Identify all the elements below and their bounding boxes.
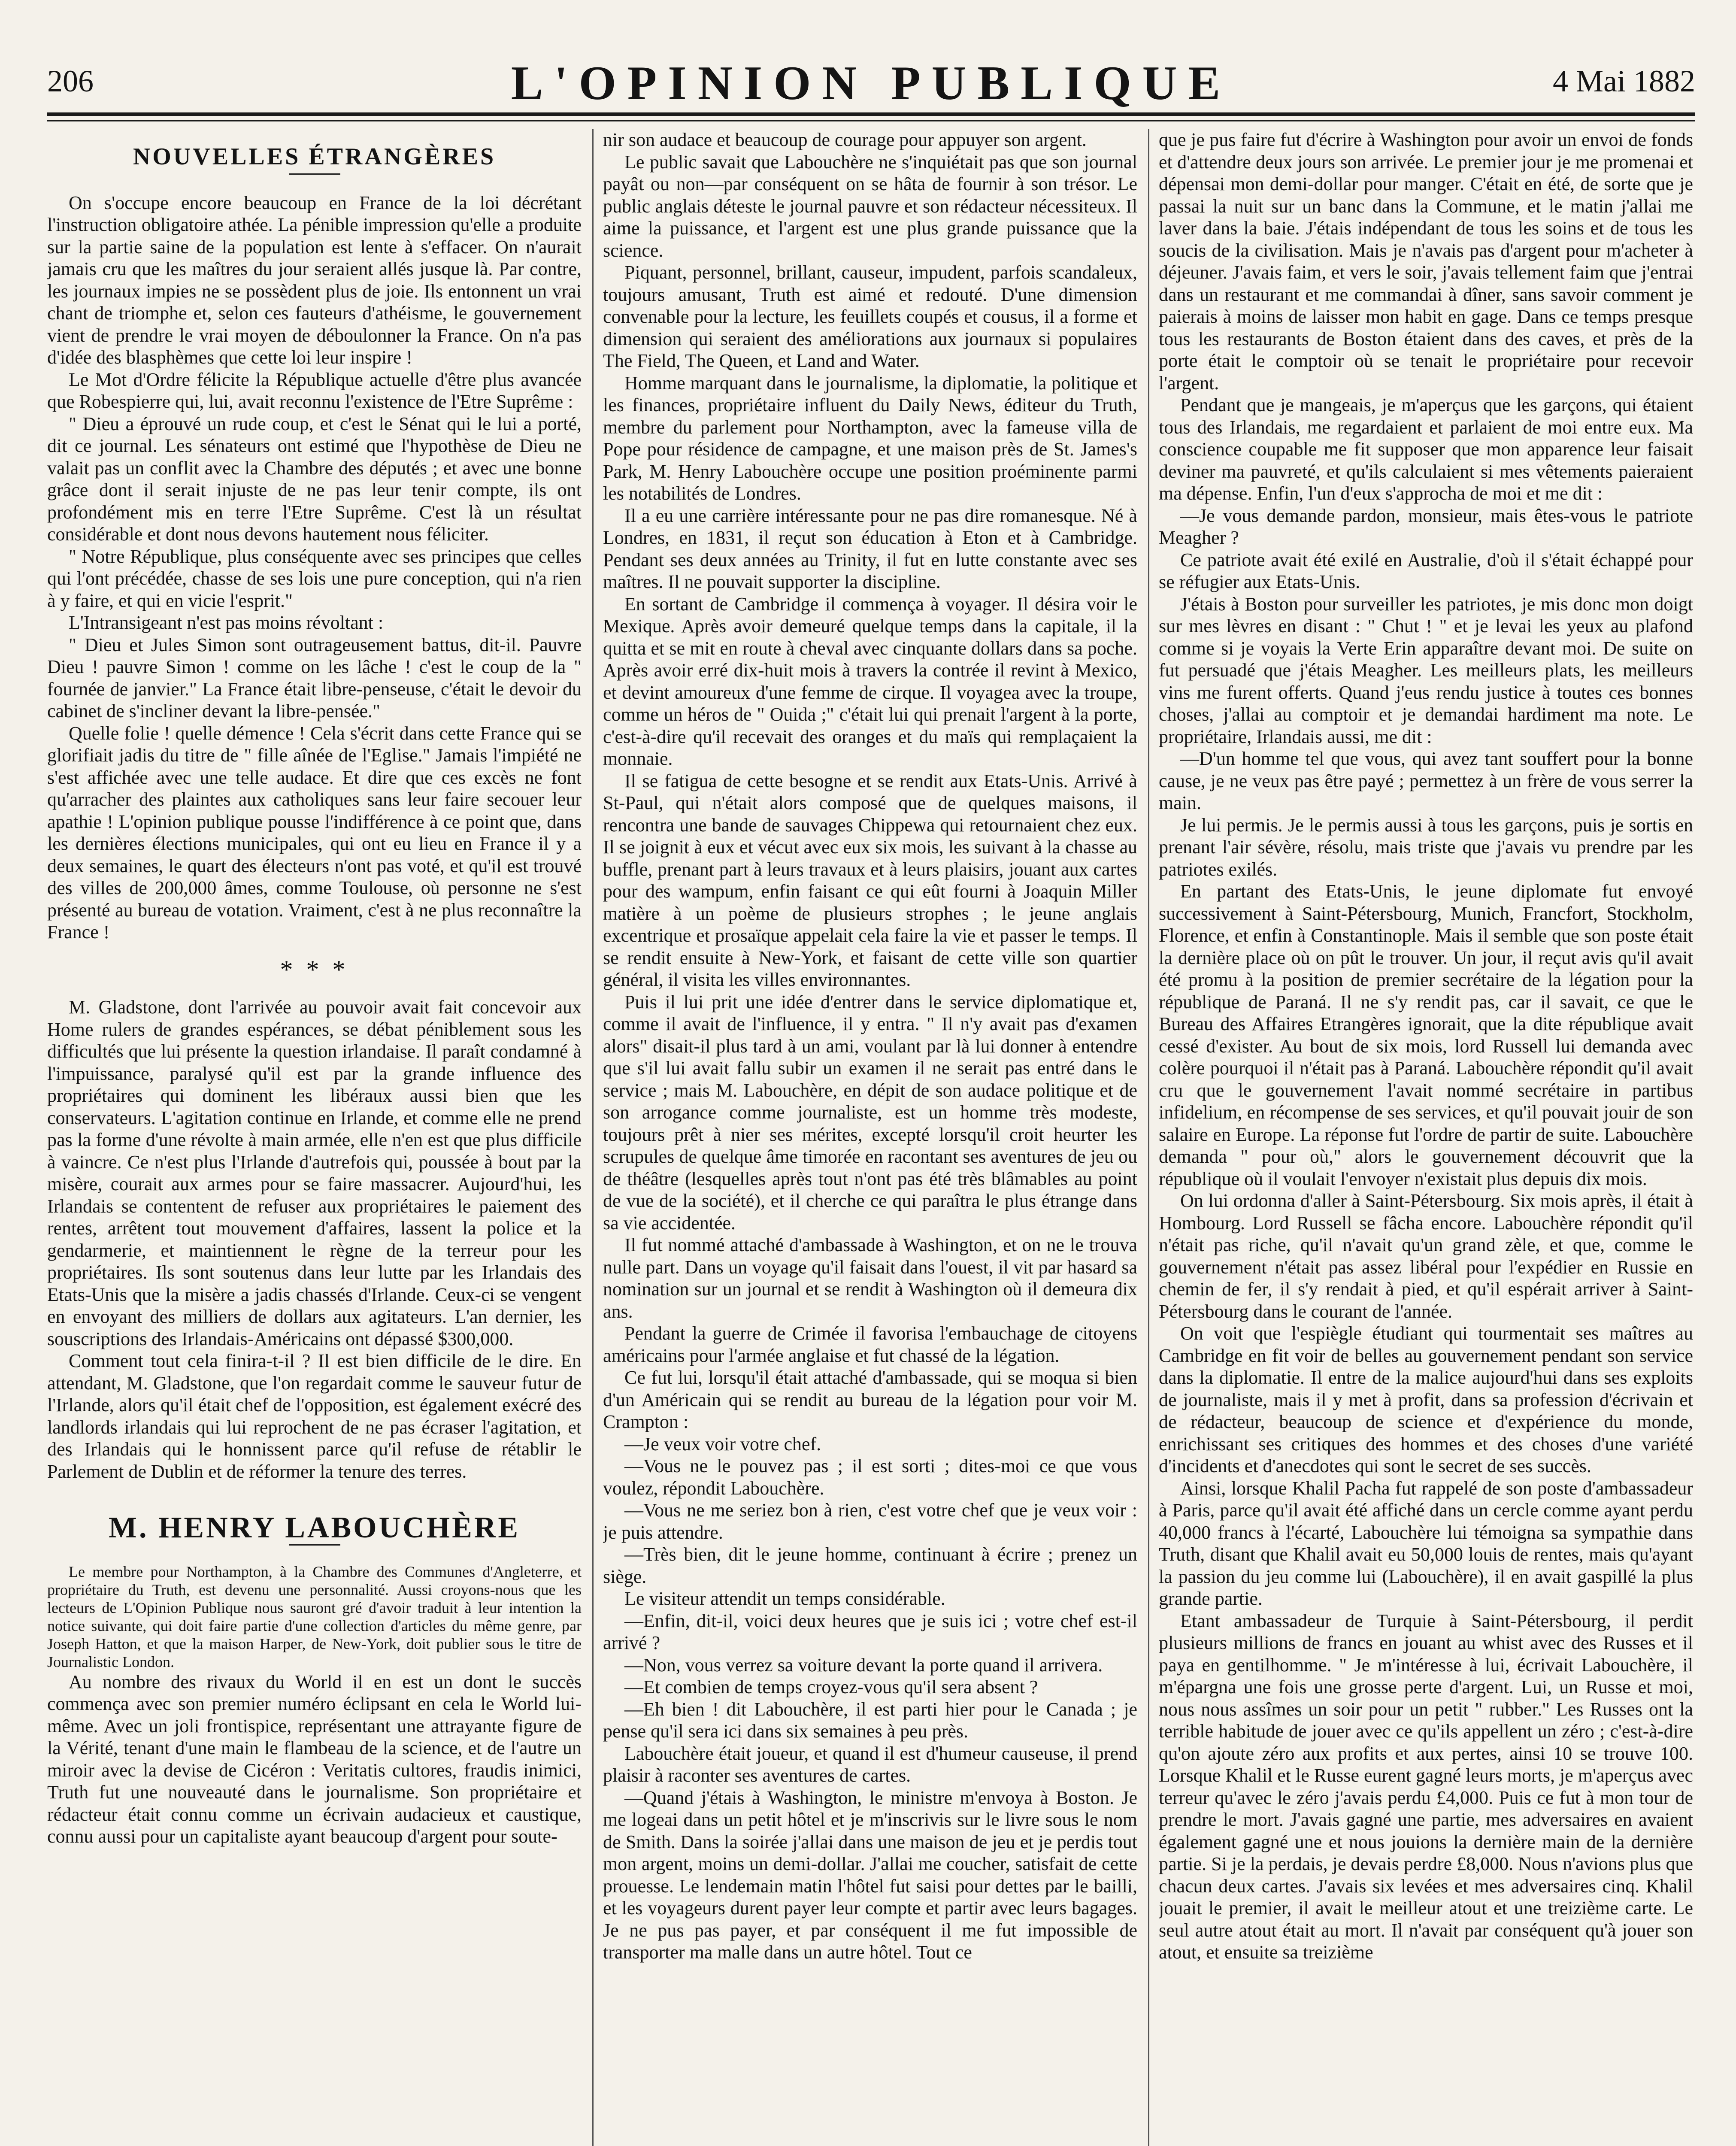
paragraph: Ce patriote avait été exilé en Australie, d'où il s'était échappé pour se réfugier aux Etats-Unis. [1159, 549, 1693, 592]
column-divider [592, 129, 594, 2146]
paragraph: Le visiteur attendit un temps considérable. [624, 1588, 945, 1609]
paragraph: Le Mot d'Ordre félicite la République actuelle d'être plus avancée que Robespierre qui, lui, avait reconnu l'existence de l'Etre Suprême : [47, 369, 582, 412]
quote-paragraph: " Dieu a éprouvé un rude coup, et c'est le Sénat qui le lui a porté, dit ce journal. Les sénateurs ont estimé que l'hypothèse de Dieu ne valait pas un conflit avec la Chambre des députés ; et avec une bonne grâce dont il serait injuste de ne pas leur tenir compte, ils ont profondément mis en terre l'Etre Suprême. C'est là un résultat considérable et dont nous devons hautement nous féliciter. [47, 413, 582, 545]
paragraph: On s'occupe encore beaucoup en France de la loi décrétant l'instruction obligatoire athée. La pénible impression qu'elle a produite sur la partie saine de la population est lente à s'effacer. On n'aurait jamais cru que les maîtres du jour seraient allés jusque là. Par contre, les journaux impies ne se possèdent plus de joie. Ils entonnent un vrai chant de triomphe et, selon ces fauteurs d'athéisme, le gouvernement vient de prendre le vrai moyen de déboulonner la France. On n'a pas d'idée des blasphèmes que cette loi leur inspire ! [47, 192, 582, 368]
dialogue-line: —Non, vous verrez sa voiture devant la porte quand il arrivera. [624, 1654, 1103, 1676]
paragraph: Etant ambassadeur de Turquie à Saint-Pétersbourg, il perdit plusieurs millions de francs en jouant au whist avec des Russes et il paya en gentilhomme. " Je m'intéresse à lui, écrivait Labouchère, il m'épargna une fois une grosse perte d'argent. Lui, un Russe et moi, nous nous assîmes un soir pour un petit " rubber." Les Russes ont la terrible habitude de jouer avec ce qu'ils appellent un zéro ; c'est-à-dire qu'on ajoute zéro aux profits et aux pertes, ainsi 10 se trouve 100. Lorsque Khalil et le Russe eurent gagné leurs morts, je m'aperçus avec terreur qu'avec le zéro j'avais perdu £4,000. Puis ce fut à mon tour de prendre le mort. J'avais gagné une partie, mes adversaires en avaient également gagné une et nous jouions la dernière main de la dernière partie. Si je la perdais, je devais perdre £8,000. Nous n'avions plus que chacun deux cartes. J'avais six levées et mes adversaires cinq. Khalil jouait le premier, il avait le meilleur atout et une treizième carte. Le seul autre atout était au mort. Il n'avait par conséquent qu'à jouer son atout, et ensuite sa treizième [1159, 1610, 1693, 1963]
paragraph: M. Gladstone, dont l'arrivée au pouvoir avait fait concevoir aux Home rulers de grandes espérances, se débat péniblement sous les difficultés que lui présente la question irlandaise. Il paraît condamné à l'impuissance, paralysé qu'il est par la grande influence des propriétaires qui dominent les libéraux aussi bien que les conservateurs. L'agitation continue en Irlande, et comme elle ne prend pas la forme d'une révolte à main armée, elle n'en est que plus difficile à vaincre. Ce n'est plus l'Irlande d'autrefois qui, poussée à bout par la misère, courait aux armes pour se faire massacrer. Aujourd'hui, les Irlandais se contentent de refuser aux propriétaires le paiement des rentes, arrêtent tout mouvement d'affaires, lassent la police et la gendarmerie, et maintiennent le règne de la terreur pour les propriétaires. Ils sont soutenus dans leur lutte par les Irlandais des Etats-Unis que la misère a jadis chassés d'Irlande. Ceux-ci se vengent en envoyant des milliers de dollars aux agitateurs. L'an dernier, les souscriptions des Irlandais-Américains ont dépassé $300,000. [47, 997, 582, 1349]
dialogue-line: —Vous ne me seriez bon à rien, c'est votre chef que je veux voir : je puis attendre. [603, 1500, 1137, 1543]
masthead [47, 56, 1695, 112]
title-rule [289, 173, 340, 175]
header-rule-thin [47, 120, 1695, 121]
dialogue-line: —Eh bien ! dit Labouchère, il est parti hier pour le Canada ; je pense qu'il sera ici dans six semaines à peu près. [603, 1698, 1137, 1742]
paragraph: Puis il lui prit une idée d'entrer dans le service diplomatique et, comme il avait de l'influence, il y entra. " Il n'y avait pas d'examen alors" disait-il plus tard à un ami, voulant par là lui donner à entendre que s'il lui avait fallu subir un examen il ne serait pas entré dans le service ; mais M. Labouchère, en dépit de son audace politique et de son arrogance comme journaliste, est un homme très modeste, toujours prêt à nier ses mérites, excepté lorsqu'il croit heurter les scrupules de quelque âme timorée en racontant ses aventures de jeu ou de théâtre (lesquelles après tout n'ont pas été très blâmables au point de vue de la société), et il cherche ce qui paraîtra le plus étrange dans sa vie accidentée. [603, 991, 1137, 1234]
dialogue-line: —Quand j'étais à Washington, le ministre m'envoya à Boston. Je me logeai dans un petit hôtel et je m'inscrivis sur le livre sous le nom de Smith. Dans la soirée j'allai dans une maison de jeu et je perdis tout mon argent, moins un demi-dollar. J'allai me coucher, satisfait de cette prouesse. Le lendemain matin l'hôtel fut saisi pour dettes par le bailli, et les voyageurs durent payer leur compte et partir avec leurs bagages. Je ne pus pas payer, et par conséquent il me fut impossible de transporter ma malle dans un autre hôtel. Tout ce [603, 1787, 1137, 1963]
paragraph: On voit que l'espiègle étudiant qui tourmentait ses maîtres au Cambridge en fit voir de belles au gouvernement pendant son service dans la diplomatie. Il entre de la malice aujourd'hui dans ses exploits de journaliste, mais il y met à profit, dans sa profession d'écrivain et de rédacteur, beaucoup de science et d'expérience du monde, enrichissant ses critiques des hommes et des choses d'une variété d'incidents et d'anecdotes qui sont le secret de ses succès. [1159, 1323, 1693, 1476]
quote-paragraph: " Dieu et Jules Simon sont outrageusement battus, dit-il. Pauvre Dieu ! pauvre Simon ! comme on les lâche ! c'est le coup de la " fournée de janvier." La France était libre-penseuse, c'était le devoir du cabinet de s'incliner devant la libre-pensée." [47, 634, 582, 721]
column-divider [1148, 129, 1149, 2146]
paragraph: nir son audace et beaucoup de courage pour appuyer son argent. [603, 129, 1087, 150]
paragraph: En sortant de Cambridge il commença à voyager. Il désira voir le Mexique. Après avoir demeuré quelque temps dans la capitale, il la quitta et se mit en route à cheval avec cinquante dollars dans sa poche. Après avoir erré dix-huit mois à travers la contrée il revint à Mexico, et devint amoureux d'une femme de cirque. Il voyagea avec la troupe, comme un héros de " Ouida ;" c'était lui qui prenait l'argent à la porte, c'est-à-dire qu'il recevait des oranges et du maïs qui remplaçaient la monnaie. [603, 593, 1137, 769]
paragraph: Le public savait que Labouchère ne s'inquiétait pas que son journal payât ou non—par conséquent on se hâta de fournir à son trésor. Le public anglais déteste le journal pauvre et son rédacteur nécessiteux. Il aime la puissance, et l'argent est une plus grande puissance que la science. [603, 151, 1137, 261]
asterism: * * * [280, 955, 349, 984]
intro-note: Le membre pour Northampton, à la Chambre des Communes d'Angleterre, et propriétaire du Truth, est devenu une personnalité. Aussi croyons-nous que les lecteurs de L'Opinion Publique nous sauront gré d'avoir traduit à leur intention la notice suivante, qui doit faire partie d'une collection d'articles du même genre, par Joseph Hatton, et que la maison Harper, de New-York, doit publier sous le titre de Journalistic London. [47, 1563, 582, 1670]
page-number: 206 [47, 64, 94, 98]
dialogue-line: —Très bien, dit le jeune homme, continuant à écrire ; prenez un siège. [603, 1544, 1137, 1587]
paragraph: Labouchère était joueur, et quand il est d'humeur causeuse, il prend plaisir à raconter ses aventures de cartes. [603, 1743, 1137, 1786]
paragraph: Il a eu une carrière intéressante pour ne pas dire romanesque. Né à Londres, en 1831, il reçut son éducation à Eton et à Cambridge. Pendant ses deux années au Trinity, il fut en lutte constante avec ses maîtres. Il ne pouvait supporter la discipline. [603, 505, 1137, 592]
section-title-nouvelles: NOUVELLES ÉTRANGÈRES [133, 143, 496, 170]
journal-title: L'OPINION PUBLIQUE [511, 57, 1232, 110]
paragraph: En partant des Etats-Unis, le jeune diplomate fut envoyé successivement à Saint-Pétersbourg, Munich, Francfort, Stockholm, Florence, et enfin à Constantinople. Mais il semble que son poste était la dernière place où on pût le trouver. Un jour, il reçut avis qu'il avait été promu à la position de premier secrétaire de la légation pour la république de Paraná. Il ne s'y rendit pas, car il savait, ce que le Bureau des Affaires Etrangères ignorait, que la dite république avait cessé d'exister. Au bout de six mois, lord Russell lui demanda avec colère pourquoi il n'était pas à Paraná. Labouchère répondit qu'il avait cru que le gouvernement l'avait nommé secrétaire in partibus infidelium, en récompense de ses services, et qu'il pouvait jouir de son salaire en Europe. La réponse fut l'ordre de partir de suite. Labouchère demanda " pour où," alors le gouvernement découvrit que la république où il voulait l'envoyer n'existait plus depuis dix mois. [1159, 881, 1693, 1189]
paragraph: On lui ordonna d'aller à Saint-Pétersbourg. Six mois après, il était à Hombourg. Lord Russell se fâcha encore. Labouchère répondit qu'il n'était pas riche, qu'il n'avait qu'un grand zèle, et que, comme le gouvernement n'était pas assez libéral pour l'expédier en Russie en chemin de fer, il s'y rendait à pied, et qu'il espérait arriver à Saint-Pétersbourg dans le courant de l'année. [1159, 1190, 1693, 1322]
column-3 [1159, 129, 1693, 2146]
header-rule-thick [47, 112, 1695, 116]
paragraph: Je lui permis. Je le permis aussi à tous les garçons, puis je sortis en prenant l'air sévère, résolu, mais triste que j'avais vu prendre par les patriotes exilés. [1159, 814, 1693, 880]
dialogue-line: —Je veux voir votre chef. [624, 1433, 821, 1455]
dialogue-line: —D'un homme tel que vous, qui avez tant souffert pour la bonne cause, je ne veux pas être payé ; permettez à un frère de vous serrer la main. [1159, 748, 1693, 813]
column-1 [47, 129, 582, 2146]
section-title-labouchere: M. HENRY LABOUCHÈRE [108, 1511, 521, 1544]
dialogue-line: —Et combien de temps croyez-vous qu'il sera absent ? [624, 1676, 1038, 1697]
paragraph: Piquant, personnel, brillant, causeur, impudent, parfois scandaleux, toujours amusant, Truth est aimé et redouté. D'une dimension convenable pour la lecture, les feuillets coupés et cousus, il a forme et dimension qui seraient des améliorations aux journaux si populaires The Field, The Queen, et Land and Water. [603, 262, 1137, 371]
issue-date: 4 Mai 1882 [1553, 64, 1695, 98]
paragraph: Il se fatigua de cette besogne et se rendit aux Etats-Unis. Arrivé à St-Paul, qui n'était alors composé que de quelques maisons, il rencontra une bande de sauvages Chippewa qui retournaient chez eux. Il se joignit à eux et vécut avec eux six mois, les suivant à la chasse au buffle, prenant part à leurs travaux et à leurs plaisirs, jouant aux cartes pour des wampum, enfin faisant ce qui eût fourni à Joaquin Miller matière à un poème de plusieurs strophes ; le jeune anglais excentrique et prosaïque appelait cela faire la vie et passer le temps. Il se rendit ensuite à New-York, et faisant de cette ville son quartier général, il visita les villes environnantes. [603, 770, 1137, 990]
paragraph: J'étais à Boston pour surveiller les patriotes, je mis donc mon doigt sur mes lèvres en disant : " Chut ! " et je levai les yeux au plafond comme si je voyais la Verte Erin apparaître devant moi. De suite on fut persuadé que j'étais Meagher. Les meilleurs plats, les meilleurs vins me furent offerts. Quand j'eus rendu justice à toutes ces bonnes choses, j'allai au comptoir et je demandai hardiment ma note. Le propriétaire, Irlandais aussi, me dit : [1159, 593, 1693, 747]
paragraph: Quelle folie ! quelle démence ! Cela s'écrit dans cette France qui se glorifiait jadis du titre de " fille aînée de l'Eglise." Jamais l'impiété ne s'est affichée avec une telle audace. Et dire que ces excès ne font qu'arracher des plaintes aux catholiques sans leur faire secouer leur apathie ! L'opinion publique pousse l'indifférence à ce point que, dans les dernières élections municipales, qui ont eu lieu en France il y a deux semaines, le quart des électeurs n'ont pas voté, et qu'il est trouvé des villes de 200,000 âmes, comme Toulouse, où personne ne s'est présenté au bureau de votation. Vraiment, c'est à ne plus reconnaître la France ! [47, 722, 582, 943]
paragraph: Pendant que je mangeais, je m'aperçus que les garçons, qui étaient tous des Irlandais, me regardaient et parlaient de moi entre eux. Ma conscience coupable me fit supposer que mon apparence leur faisait deviner ma pauvreté, et qu'ils calculaient si mes vêtements paieraient ma dépense. Enfin, l'un d'eux s'approcha de moi et me dit : [1159, 394, 1693, 504]
column-2 [603, 129, 1137, 2146]
paragraph: Ainsi, lorsque Khalil Pacha fut rappelé de son poste d'ambassadeur à Paris, parce qu'il avait été affiché dans un cercle comme ayant perdu 40,000 francs à l'écarté, Labouchère lui témoigna sa sympathie dans Truth, disant que Khalil avait eu 50,000 louis de rentes, mais qu'ayant la passion du jeu comme lui (Labouchère), il en avait gaspillé la plus grande partie. [1159, 1477, 1693, 1609]
paragraph: Au nombre des rivaux du World il en est un dont le succès commença avec son premier numéro éclipsant en cela le World lui-même. Avec un joli frontispice, représentant une attrayante figure de la Vérité, tenant d'une main le flambeau de la science, et de l'autre un miroir avec la devise de Cicéron : Veritatis cultores, fraudis inimici, Truth fut une nouveauté dans le journalisme. Son propriétaire et rédacteur était connu comme un écrivain audacieux et caustique, connu aussi pour un capitaliste ayant beaucoup d'argent pour soute- [47, 1671, 582, 1847]
paragraph: Comment tout cela finira-t-il ? Il est bien difficile de le dire. En attendant, M. Gladstone, que l'on regardait comme le sauveur futur de l'Irlande, alors qu'il était chef de l'opposition, est également exécré des landlords irlandais qui lui reprochent de ne pas écraser l'agitation, et des Irlandais qui le honnissent parce qu'il refuse de rétablir le Parlement de Dublin et de réformer la tenure des terres. [47, 1350, 582, 1482]
paragraph: Ce fut lui, lorsqu'il était attaché d'ambassade, qui se moqua si bien d'un Américain qui se rendit au bureau de la légation pour voir M. Crampton : [603, 1367, 1137, 1432]
quote-paragraph: " Notre République, plus conséquente avec ses principes que celles qui l'ont précédée, chasse de ses lois une pure conception, qui n'a rien à y faire, et qui en vicie l'esprit." [47, 546, 582, 611]
dialogue-line: —Vous ne le pouvez pas ; il est sorti ; dites-moi ce que vous voulez, répondit Labouchère. [603, 1455, 1137, 1499]
paragraph: L'Intransigeant n'est pas moins révoltant : [69, 612, 384, 633]
paragraph: Pendant la guerre de Crimée il favorisa l'embauchage de citoyens américains pour l'armée anglaise et fut chassé de la légation. [603, 1323, 1137, 1366]
paragraph: Homme marquant dans le journalisme, la diplomatie, la politique et les finances, propriétaire influent du Daily News, éditeur du Truth, membre du parlement pour Northampton, avec la fameuse villa de Pope pour résidence de campagne, et une maison près de St. James's Park, M. Henry Labouchère occupe une position proéminente parmi les notabilités de Londres. [603, 372, 1137, 504]
dialogue-line: —Enfin, dit-il, voici deux heures que je suis ici ; votre chef est-il arrivé ? [603, 1610, 1137, 1653]
dialogue-line: —Je vous demande pardon, monsieur, mais êtes-vous le patriote Meagher ? [1159, 505, 1693, 548]
paragraph: Il fut nommé attaché d'ambassade à Washington, et on ne le trouva nulle part. Dans un voyage qu'il faisait dans l'ouest, il vit par hasard sa nomination sur un journal et se rendit à Washington où il demeura dix ans. [603, 1234, 1137, 1322]
paragraph: que je pus faire fut d'écrire à Washington pour avoir un envoi de fonds et d'attendre deux jours son arrivée. Le premier jour je me promenai et dépensai mon demi-dollar pour manger. C'était en été, de sorte que je passai la nuit sur un banc dans la Commune, et le matin j'allai me laver dans la baie. J'étais indépendant de tous les soins et de tous les soucis de la civilisation. Mais je n'avais pas d'argent pour m'acheter à déjeuner. J'avais faim, et vers le soir, j'avais tellement faim que j'entrai dans un restaurant et me commandai à dîner, sans savoir comment je paierais à moins de laisser mon habit en gage. Dans ce temps presque tous les restaurants de Boston étaient dans des caves, et près de la porte était le comptoir où se tenait le propriétaire pour recevoir l'argent. [1159, 129, 1693, 394]
